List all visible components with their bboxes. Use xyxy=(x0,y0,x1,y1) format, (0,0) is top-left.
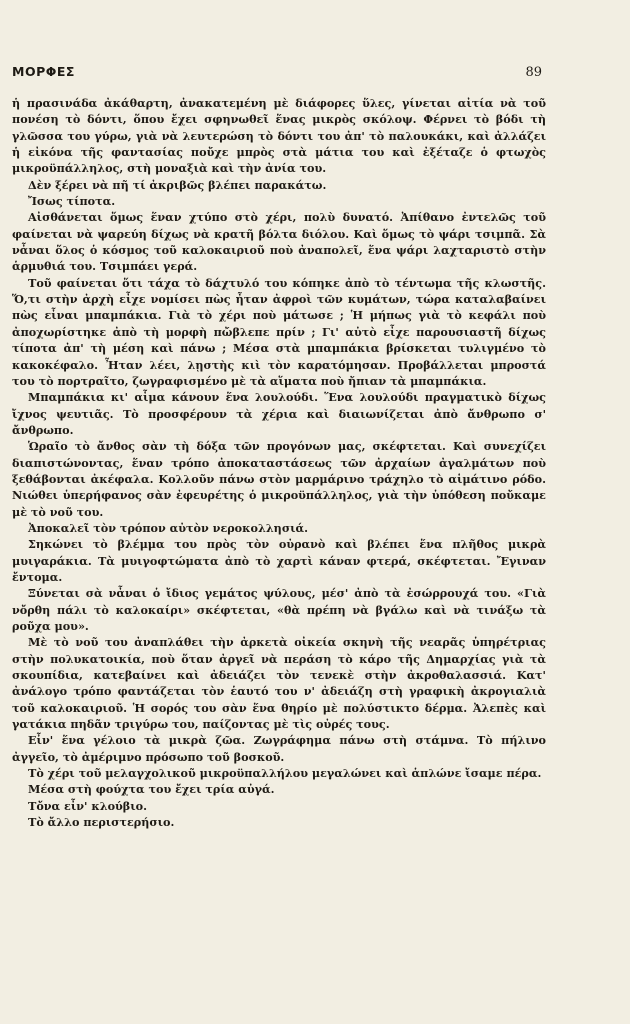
paragraph: Τοῦ φαίνεται ὅτι τάχα τὸ δάχτυλό του κόπηκε ἀπὸ τὸ τέντωμα τῆς κλωστῆς. Ὅ,τι στὴν ἀρχὴ εἶχε νομίσει πὼς ἦταν ἀφροὶ τῶν κυμάτων, τώρα καταλαβαίνει πὼς εἶναι μπαμπάκια. Γιὰ τὸ χέρι ποὺ μάτωσε ; Ἡ μήπως γιὰ τὸ κεφάλι ποὺ ἀποχωρίστηκε ἀπὸ τὴ μορφὴ πὤβλεπε πρίν ; Γι' αὐτὸ εἶχε παρουσιαστῆ δίχως τίποτα ἀπ' τὴ μέση καὶ πάνω ; Μέσα στὰ μπαμπάκια βρίσκεται τυλιγμένο τὸ κακοκέφαλο. Ἦταν λέει, λῃστὴς κιὶ τὸν καρατόμησαν. Προβάλλεται μπροστά του τὸ πορτραῖτο, ζωγραφισμένο μὲ τὰ αἵματα ποὺ ἤπιαν τὰ μπαμπάκια. xyxy=(12,275,546,388)
paragraph: Ὡραῖο τὸ ἄνθος σὰν τὴ δόξα τῶν προγόνων μας, σκέφτεται. Καὶ συνεχίζει διαπιστώνοντας, ἕναν τρόπο ἀποκαταστάσεως τῶν ἀρχαίων ἀγαλμάτων ποὺ ξεθάβονται ἀκέφαλα. Κολλοῦν πάνω στὸν μαρμάρινο τράχηλο τὸ αἱμάτινο ρόδο. Νιώθει ὑπερήφανος σὰν ἐφευρέτης ὁ μικροϋπάλληλος, γιὰ τὴν ὑπόθεση ποὔκαμε μὲ τὸ νοῦ του. xyxy=(12,439,546,519)
paragraph: Ἴσως τίποτα. xyxy=(28,194,116,209)
paragraph: ἡ πρασινάδα ἀκάθαρτη, ἀνακατεμένη μὲ διάφορες ὕλες, γίνεται αἰτία νὰ τοῦ πονέση τὸ δόντι, ὅπου ἔχει σφηνωθεῖ ἕνας μικρὸς σκόλοψ. Φέρνει τὸ βόδι τὴ γλῶσσα του γύρω, γιὰ νὰ λευτερώση τὸ δόντι του ἀπ' τὸ παλουκάκι, καὶ ἀλλάζει ἡ εἰκόνα τῆς φαντασίας ποὔχε μπρὸς στὰ μάτια του καὶ ἐξέταζε ὁ φτωχὸς μικροϋπάλληλος, στὴ μοναξιὰ καὶ τὴν ἀνία του. xyxy=(12,96,546,176)
paragraph: Δὲν ξέρει νὰ πῆ τί ἀκριβῶς βλέπει παρακάτω. xyxy=(28,177,327,192)
body-text xyxy=(12,95,546,830)
paragraph: Μπαμπάκια κι' αἷμα κάνουν ἕνα λουλούδι. Ἕνα λουλούδι πραγματικὸ δίχως ἴχνος ψευτιᾶς. Τὸ προσφέρουν τὰ χέρια καὶ διαιωνίζεται ἀπὸ ἄνθρωπο σ' ἄνθρωπο. xyxy=(12,390,546,437)
running-head: ΜΟΡΦΕΣ xyxy=(12,64,75,79)
paragraph: Τὸ χέρι τοῦ μελαγχολικοῦ μικροϋπαλλήλου μεγαλώνει καὶ ἁπλώνε ἴσαμε πέρα. xyxy=(28,766,542,781)
paragraph: Ἀποκαλεῖ τὸν τρόπον αὐτὸν νεροκολλησιά. xyxy=(28,520,308,535)
paragraph: Ξύνεται σὰ νἆναι ὁ ἴδιος γεμάτος ψύλους, μέσ' ἀπὸ τὰ ἐσώρρουχά του. «Γιὰ νὄρθη πάλι τὸ καλοκαίρι» σκέφτεται, «θὰ πρέπη νὰ βγάλω καὶ νὰ τινάξω τὰ ροῦχα μου». xyxy=(12,586,546,633)
paragraph: Τὄνα εἶν' κλούβιο. xyxy=(28,798,148,813)
paragraph: Σηκώνει τὸ βλέμμα του πρὸς τὸν οὐρανὸ καὶ βλέπει ἕνα πλῆθος μικρὰ μυιγαράκια. Τὰ μυιγοφτώματα ἀπὸ τὸ χαρτὶ κάναν φτερά, σκέφτεται. Ἔγιναν ἔντομα. xyxy=(12,537,546,584)
paragraph: Μέσα στὴ φούχτα του ἔχει τρία αὐγά. xyxy=(28,782,275,797)
paragraph: Εἶν' ἕνα γέλοιο τὰ μικρὰ ζῶα. Ζωγράφημα πάνω στὴ στάμνα. Τὸ πήλινο ἀγγεῖο, τὸ ἀμέριμνο πρόσωπο τοῦ βοσκοῦ. xyxy=(12,733,546,764)
paragraph: Τὸ ἄλλο περιστερήσιο. xyxy=(28,815,175,830)
paragraph: Μὲ τὸ νοῦ του ἀναπλάθει τὴν ἀρκετὰ οἰκεία σκηνὴ τῆς νεαρᾶς ὑπηρέτριας στὴν πολυκατοικία, ποὺ ὅταν ἀργεῖ νὰ περάση τὸ κάρο τῆς Δημαρχίας γιὰ τὰ σκουπίδια, κατεβαίνει καὶ ἀδειάζει τὸν τενεκὲ στὴν ἀκροθαλασσιά. Κατ' ἀνάλογο τρόπο φαντάζεται τὸν ἑαυτό του ν' ἀδειάζη στὴ γραφικὴ ἀκρογιαλιὰ τοῦ καλοκαιριοῦ. Ἡ σορός του σὰν ἕνα θηρίο μὲ πολύστικτο δέρμα. Ἀλεπὲς καὶ γατάκια πηδᾶν τριγύρω του, παίζοντας μὲ τὶς οὐρές τους. xyxy=(12,635,546,732)
paragraph: Αἰσθάνεται ὅμως ἕναν χτύπο στὸ χέρι, πολὺ δυνατό. Ἀπίθανο ἐντελῶς τοῦ φαίνεται νὰ ψαρεύη δίχως νὰ κρατῆ βόλτα διόλου. Καὶ ὅμως τὸ ψάρι τσιμπᾶ. Σὰ νἆναι ὅλος ὁ κόσμος τοῦ καλοκαιριοῦ ποὺ ἀναπολεῖ, ἕνα ψάρι λαχταριστὸ στὴν ἁρμυθιά του. Τσιμπάει γερά. xyxy=(12,210,546,274)
page-header xyxy=(12,64,542,80)
page-number: 89 xyxy=(525,65,542,80)
